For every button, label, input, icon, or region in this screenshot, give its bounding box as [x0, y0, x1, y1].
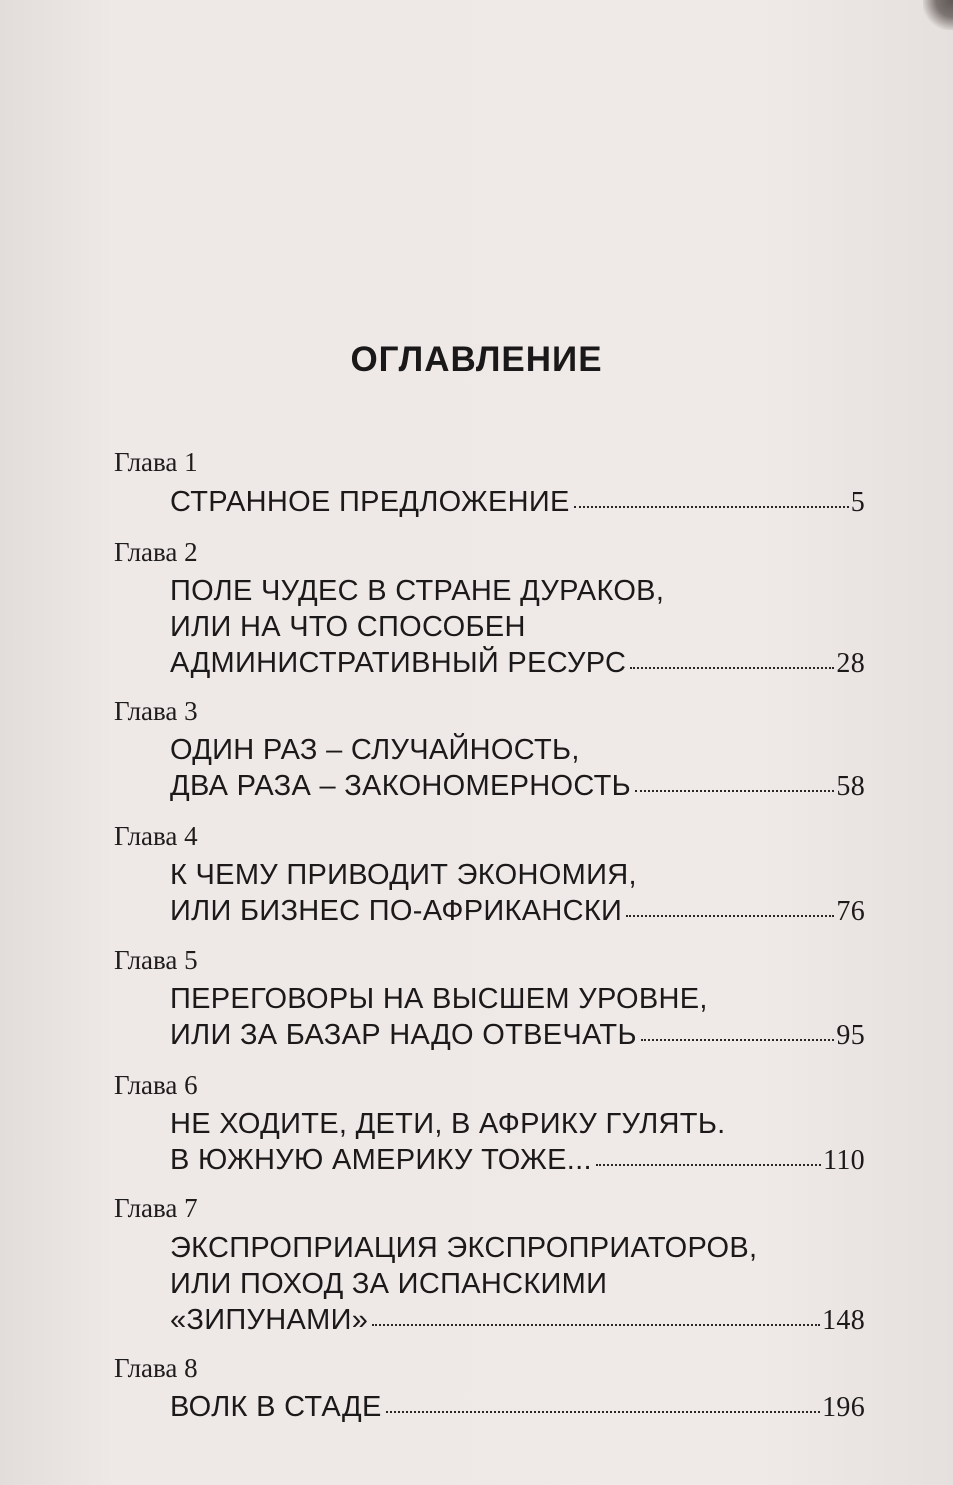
- toc-entry: [170, 981, 865, 1054]
- toc-entry: [170, 1106, 865, 1179]
- dot-leader: [596, 1163, 821, 1166]
- chapter-title-line: ИЛИ БИЗНЕС ПО-АФРИКАНСКИ: [170, 895, 623, 927]
- page-number: 58: [836, 771, 865, 802]
- page-number: 196: [822, 1392, 865, 1423]
- chapter-label: Глава 2: [114, 537, 198, 567]
- toc-entry: [170, 732, 865, 805]
- toc-entry-line: [170, 645, 865, 682]
- toc-entry: [170, 484, 865, 521]
- chapter-title-line: ПЕРЕГОВОРЫ НА ВЫСШЕМ УРОВНЕ,: [170, 983, 708, 1015]
- page-number: 5: [850, 487, 865, 518]
- chapter-title-line: «ЗИПУНАМИ»: [170, 1304, 369, 1336]
- chapter-label: Глава 5: [114, 945, 198, 975]
- dot-leader: [574, 505, 849, 508]
- dot-leader: [372, 1323, 820, 1326]
- chapter-title-line: НЕ ХОДИТЕ, ДЕТИ, В АФРИКУ ГУЛЯТЬ.: [170, 1108, 726, 1140]
- page-number: 76: [836, 896, 865, 927]
- page-number: 110: [823, 1145, 865, 1176]
- chapter-title-line: СТРАННОЕ ПРЕДЛОЖЕНИЕ: [170, 486, 570, 518]
- dot-leader: [386, 1410, 820, 1413]
- toc-entry-line: [170, 1302, 865, 1339]
- chapter-title-line: ИЛИ ПОХОД ЗА ИСПАНСКИМИ: [170, 1268, 608, 1300]
- page-number: 148: [822, 1305, 865, 1336]
- toc-entry-line: [170, 1142, 865, 1179]
- toc-entry: [170, 1389, 865, 1426]
- dot-leader: [626, 914, 834, 917]
- toc-entry-line: [170, 1389, 865, 1426]
- chapter-label: Глава 4: [114, 821, 198, 851]
- chapter-title-line: К ЧЕМУ ПРИВОДИТ ЭКОНОМИЯ,: [170, 859, 637, 891]
- toc-entry: [170, 1230, 865, 1339]
- chapter-title-line: ПОЛЕ ЧУДЕС В СТРАНЕ ДУРАКОВ,: [170, 575, 665, 607]
- chapter-label: Глава 6: [114, 1070, 198, 1100]
- page-corner-shadow: [923, 0, 953, 30]
- chapter-title-line: ВОЛК В СТАДЕ: [170, 1391, 382, 1423]
- page-number: 28: [836, 648, 865, 679]
- chapter-label: Глава 3: [114, 696, 198, 726]
- chapter-title-line: В ЮЖНУЮ АМЕРИКУ ТОЖЕ...: [170, 1144, 592, 1176]
- page-number: 95: [836, 1020, 865, 1051]
- chapter-title-line: ДВА РАЗА – ЗАКОНОМЕРНОСТЬ: [170, 770, 631, 802]
- chapter-title-line: ИЛИ ЗА БАЗАР НАДО ОТВЕЧАТЬ: [170, 1019, 637, 1051]
- chapter-title-line: АДМИНИСТРАТИВНЫЙ РЕСУРС: [170, 647, 627, 679]
- toc-entry: [170, 857, 865, 930]
- chapter-title-line: ОДИН РАЗ – СЛУЧАЙНОСТЬ,: [170, 734, 580, 766]
- toc-heading: ОГЛАВЛЕНИЕ: [350, 340, 603, 379]
- chapter-label: Глава 1: [114, 447, 198, 477]
- dot-leader: [635, 789, 834, 792]
- chapter-label: Глава 7: [114, 1193, 198, 1223]
- toc-entry-line: [170, 484, 865, 521]
- toc-entry-line: [170, 893, 865, 930]
- toc-entry: [170, 573, 865, 682]
- chapter-label: Глава 8: [114, 1353, 198, 1383]
- dot-leader: [641, 1038, 835, 1041]
- toc-entry-line: [170, 768, 865, 805]
- toc-entry-line: [170, 1017, 865, 1054]
- dot-leader: [630, 666, 834, 669]
- chapter-title-line: ЭКСПРОПРИАЦИЯ ЭКСПРОПРИАТОРОВ,: [170, 1232, 758, 1264]
- chapter-title-line: ИЛИ НА ЧТО СПОСОБЕН: [170, 611, 526, 643]
